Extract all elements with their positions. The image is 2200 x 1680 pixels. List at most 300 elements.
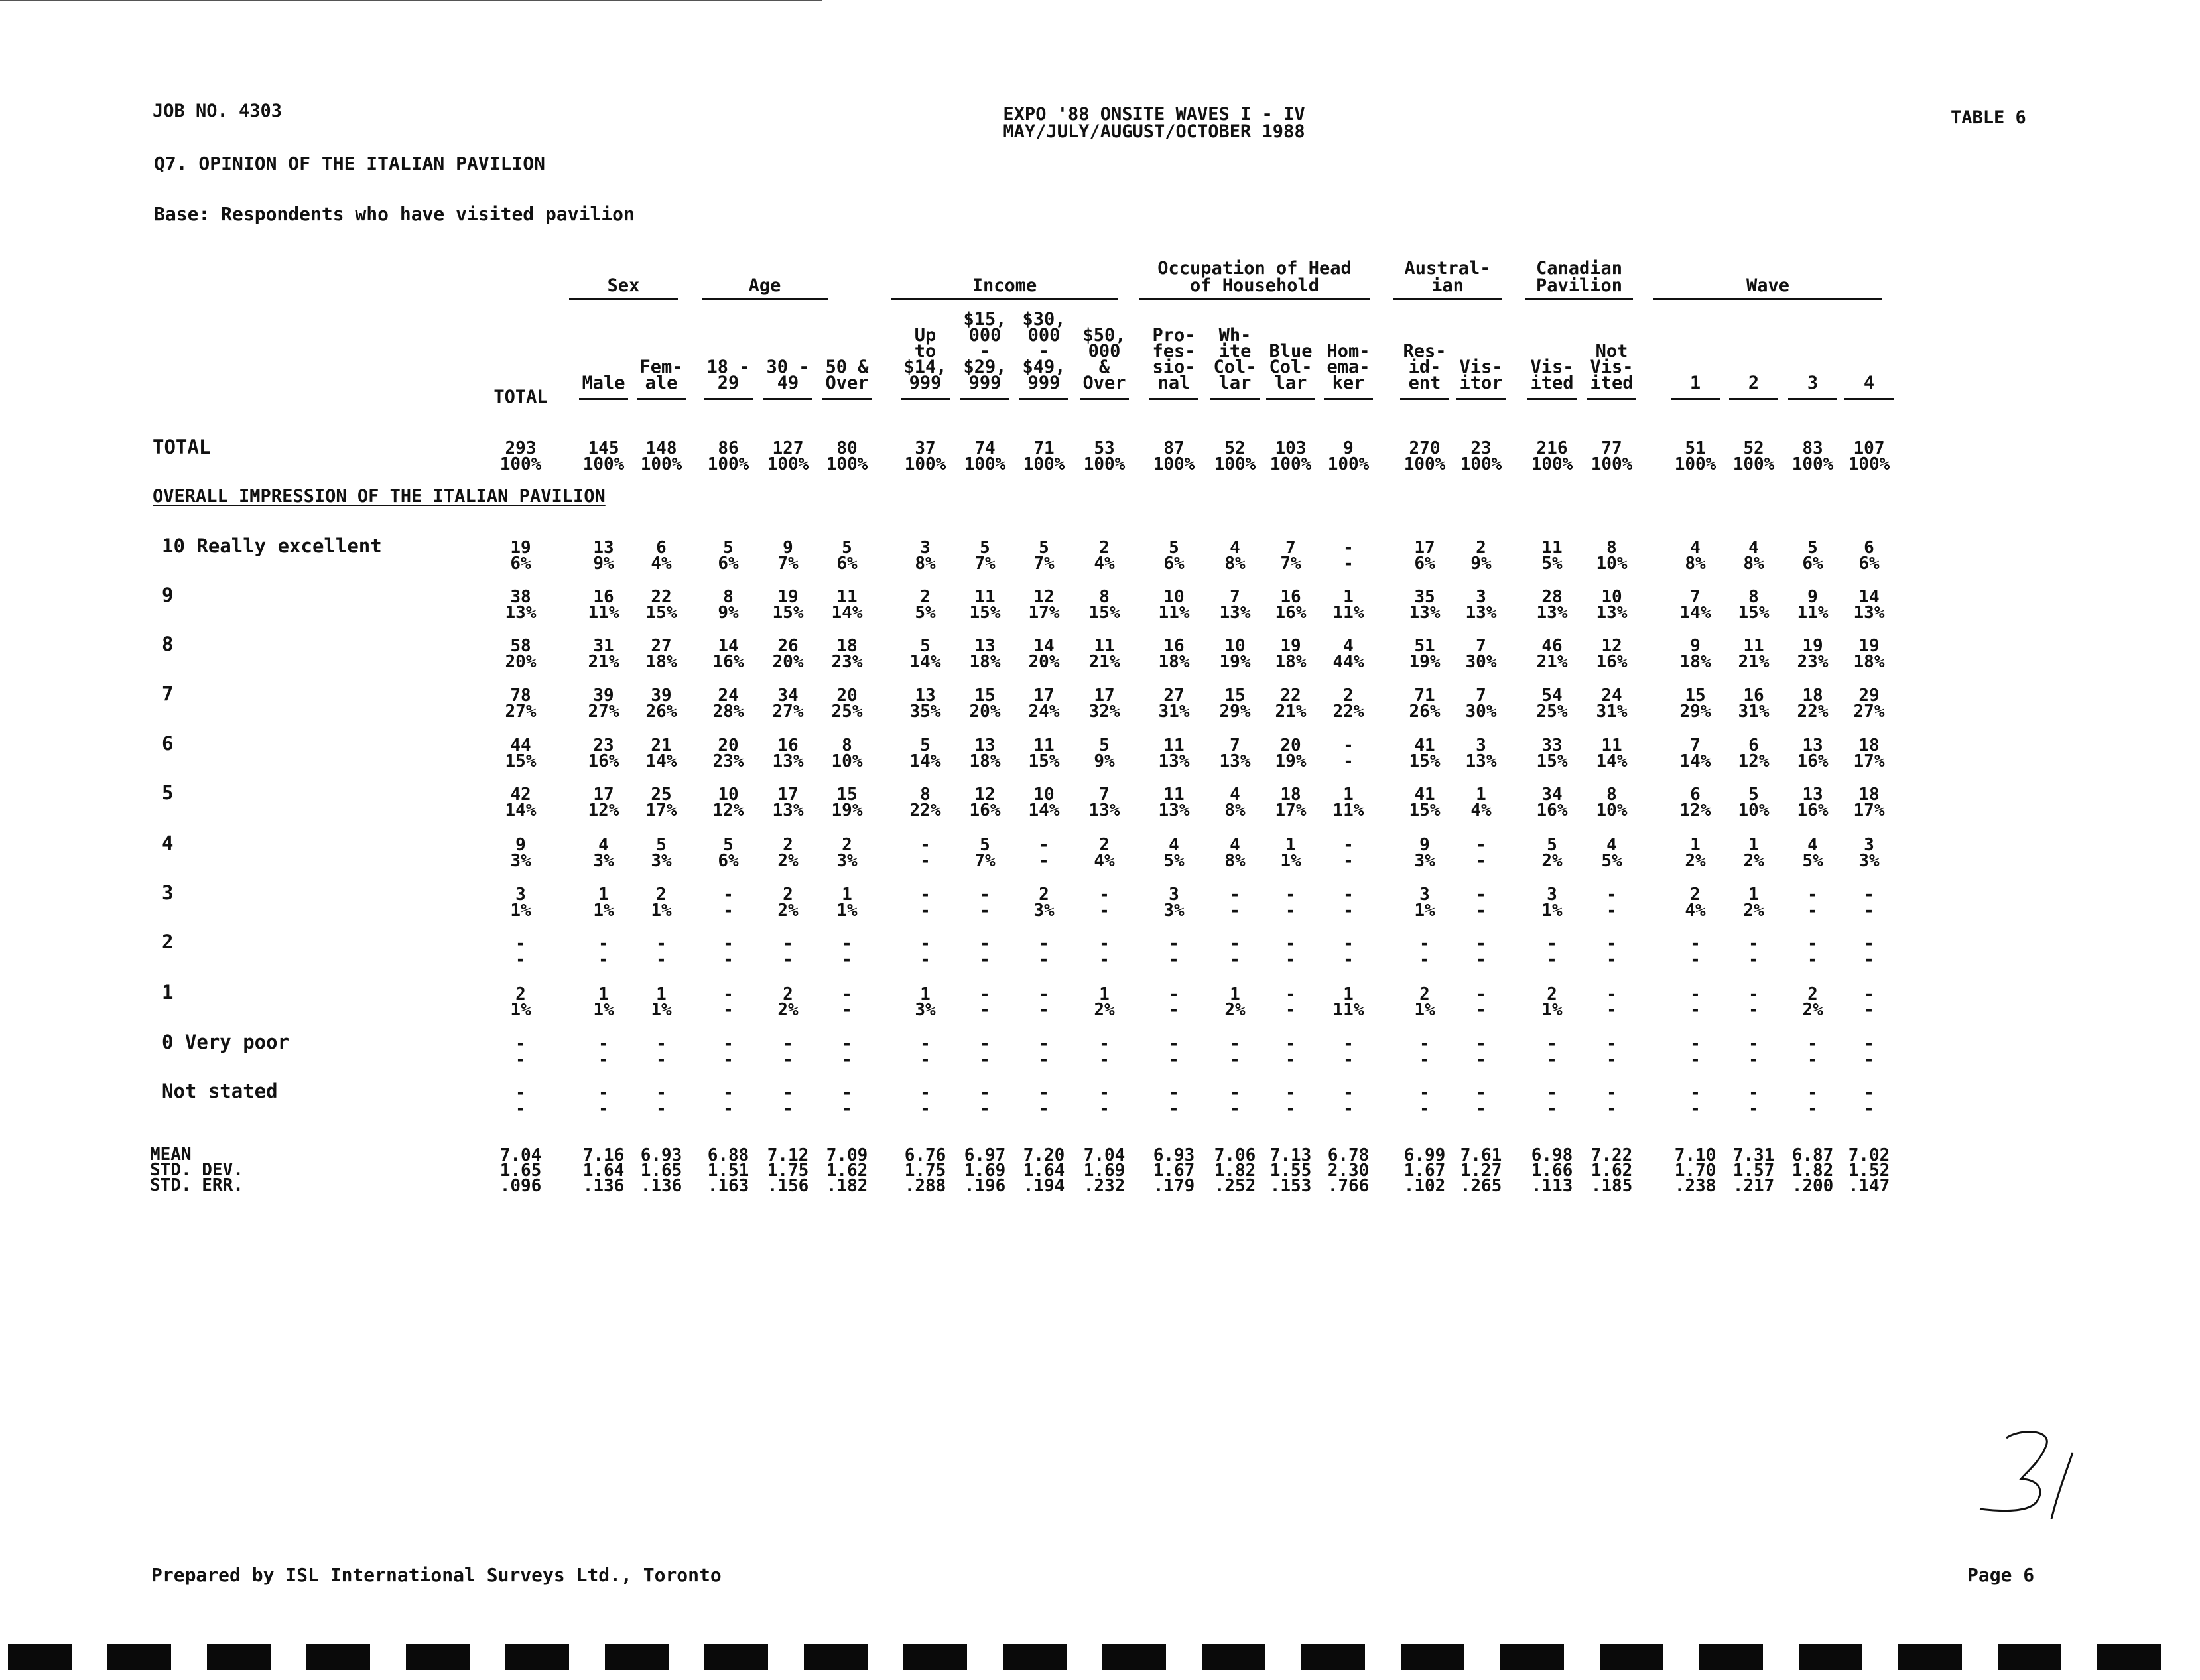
rating-count-cell: 13 [915, 686, 936, 706]
total-percent-cell: 100% [1153, 454, 1195, 474]
rating-percent-cell: 15% [645, 603, 677, 623]
scan-edge-bar [306, 1644, 370, 1670]
rating-percent-cell: - [1864, 1050, 1874, 1070]
statistic-value-cell: 1.27 [1460, 1161, 1502, 1181]
rating-row-label: 6 [162, 732, 174, 755]
rating-count-cell: 39 [593, 686, 614, 706]
rating-percent-cell: 8% [1685, 554, 1706, 574]
statistic-value-cell: 7.61 [1460, 1145, 1502, 1165]
rating-count-cell: 2 [1343, 686, 1354, 706]
statistic-value-cell: 1.82 [1214, 1161, 1256, 1181]
rating-count-cell: 10 [1224, 636, 1246, 656]
rating-percent-cell: 29% [1219, 702, 1251, 722]
rating-count-cell: 19 [1280, 636, 1301, 656]
rating-count-cell: 13 [593, 538, 614, 558]
job-number: JOB NO. 4303 [153, 101, 283, 121]
rating-percent-cell: 15% [505, 751, 537, 771]
rating-percent-cell: 27% [1853, 702, 1885, 722]
rating-percent-cell: - [783, 1050, 793, 1070]
rating-percent-cell: 2% [1224, 1000, 1246, 1020]
rating-percent-cell: - [1606, 1050, 1617, 1070]
rating-percent-cell: 3% [915, 1000, 936, 1020]
rating-row-label: 3 [162, 881, 174, 904]
rating-percent-cell: 14% [909, 751, 941, 771]
rating-count-cell: - [783, 1083, 793, 1103]
rating-count-cell: 8 [1606, 538, 1617, 558]
statistic-value-cell: 1.67 [1153, 1161, 1195, 1181]
rating-percent-cell: 13% [1536, 603, 1568, 623]
rating-count-cell: 5 [842, 538, 852, 558]
rating-count-cell: - [1476, 1034, 1486, 1054]
rating-count-cell: 1 [920, 984, 931, 1004]
rating-count-cell: - [656, 934, 667, 954]
statistic-value-cell: 6.98 [1531, 1145, 1573, 1165]
rating-percent-cell: - [842, 1050, 852, 1070]
rating-percent-cell: 21% [1088, 652, 1120, 672]
rating-percent-cell: 8% [1224, 554, 1246, 574]
statistic-value-cell: 1.62 [1590, 1161, 1633, 1181]
statistic-value-cell: 1.64 [1023, 1161, 1065, 1181]
rating-percent-cell: 27% [588, 702, 619, 722]
rating-count-cell: - [1169, 1083, 1179, 1103]
statistic-value-cell: .217 [1732, 1176, 1775, 1196]
column-header-rule [1671, 398, 1720, 400]
rating-percent-cell: 13% [1409, 603, 1441, 623]
rating-count-cell: 2 [1039, 885, 1049, 905]
rating-percent-cell: 7% [1280, 554, 1301, 574]
rating-count-cell: 2 [783, 885, 793, 905]
rating-count-cell: - [1099, 885, 1110, 905]
rating-count-cell: 18 [1802, 686, 1823, 706]
total-percent-cell: 100% [1023, 454, 1065, 474]
statistic-value-cell: 6.93 [1153, 1145, 1195, 1165]
statistics-labels: MEAN STD. DEV. STD. ERR. [150, 1145, 243, 1195]
rating-percent-cell: - [1864, 1000, 1874, 1020]
rating-count-cell: 3 [1476, 736, 1486, 755]
rating-row-label: 0 Very poor [162, 1031, 290, 1053]
rating-count-cell: 9 [1690, 636, 1701, 656]
rating-count-cell: 5 [980, 835, 990, 855]
rating-percent-cell: 7% [777, 554, 799, 574]
rating-percent-cell: 13% [1853, 603, 1885, 623]
statistic-value-cell: 7.04 [1083, 1145, 1126, 1165]
column-header: Blue Col- lar [1269, 341, 1313, 393]
rating-count-cell: 2 [1099, 835, 1110, 855]
rating-percent-cell: - [1099, 950, 1110, 970]
question-title: Q7. OPINION OF THE ITALIAN PAVILION [154, 153, 546, 174]
total-count-cell: 23 [1470, 438, 1492, 458]
rating-count-cell: - [1039, 1034, 1049, 1054]
rating-percent-cell: 9% [593, 554, 614, 574]
statistic-value-cell: 6.99 [1403, 1145, 1446, 1165]
scan-edge-bar [605, 1644, 669, 1670]
rating-percent-cell: - [1343, 1099, 1354, 1119]
rating-count-cell: 5 [1748, 785, 1759, 805]
rating-count-cell: - [1690, 1083, 1701, 1103]
rating-percent-cell: - [598, 950, 609, 970]
statistic-value-cell: .288 [904, 1176, 946, 1196]
rating-percent-cell: 2% [1743, 851, 1764, 871]
rating-percent-cell: 15% [1409, 751, 1441, 771]
column-group-title: Occupation of Head of Household [1157, 258, 1352, 296]
rating-count-cell: - [1690, 934, 1701, 954]
column-header: Up to $14, 999 [903, 325, 947, 393]
rating-percent-cell: - [1748, 1050, 1759, 1070]
rating-row-label: 10 Really excellent [162, 535, 382, 557]
rating-count-cell: 17 [593, 785, 614, 805]
rating-count-cell: - [1476, 1083, 1486, 1103]
rating-percent-cell: - [1807, 1099, 1818, 1119]
column-group-title: Income [972, 275, 1037, 296]
rating-count-cell: - [920, 885, 931, 905]
rating-percent-cell: - [1748, 950, 1759, 970]
statistic-value-cell: 1.65 [499, 1161, 542, 1181]
rating-percent-cell: 2% [1094, 1000, 1115, 1020]
statistic-value-cell: .238 [1674, 1176, 1716, 1196]
rating-percent-cell: 14% [909, 652, 941, 672]
rating-count-cell: - [1230, 1034, 1240, 1054]
rating-percent-cell: - [1169, 1099, 1179, 1119]
rating-count-cell: 1 [598, 984, 609, 1004]
rating-count-cell: 11 [1601, 736, 1622, 755]
rating-count-cell: 1 [1285, 835, 1296, 855]
rating-percent-cell: 15% [969, 603, 1001, 623]
rating-count-cell: - [1864, 934, 1874, 954]
rating-percent-cell: 16% [712, 652, 744, 672]
rating-percent-cell: 17% [1853, 801, 1885, 820]
rating-percent-cell: 23% [1797, 652, 1829, 672]
rating-percent-cell: - [1343, 851, 1354, 871]
rating-percent-cell: 1% [1414, 1000, 1435, 1020]
column-header: Res- id- ent [1403, 341, 1447, 393]
column-header: Hom- ema- ker [1326, 341, 1370, 393]
rating-percent-cell: 1% [651, 1000, 672, 1020]
column-header-rule [1400, 398, 1449, 400]
rating-count-cell: - [1343, 885, 1354, 905]
rating-percent-cell: 32% [1088, 702, 1120, 722]
rating-percent-cell: 18% [1853, 652, 1885, 672]
rating-percent-cell: 23% [712, 751, 744, 771]
statistic-value-cell: 7.20 [1023, 1145, 1065, 1165]
column-header: 50 & Over [825, 357, 869, 393]
rating-count-cell: - [1419, 934, 1430, 954]
total-count-cell: 52 [1743, 438, 1764, 458]
total-count-cell: 293 [505, 438, 537, 458]
rating-percent-cell: 5% [1802, 851, 1823, 871]
rating-percent-cell: 27% [505, 702, 537, 722]
scan-edge-bar [1799, 1644, 1862, 1670]
statistic-value-cell: .194 [1023, 1176, 1065, 1196]
rating-percent-cell: 15% [1409, 801, 1441, 820]
rating-percent-cell: - [1606, 950, 1617, 970]
rating-count-cell: 17 [1414, 538, 1435, 558]
rating-percent-cell: 14% [505, 801, 537, 820]
rating-count-cell: - [1039, 1083, 1049, 1103]
total-count-cell: 86 [718, 438, 739, 458]
report-title-line1: EXPO '88 ONSITE WAVES I - IV [1003, 104, 1305, 125]
total-count-cell: 9 [1343, 438, 1354, 458]
rating-count-cell: - [656, 1034, 667, 1054]
rating-percent-cell: 15% [1088, 603, 1120, 623]
handwritten-page-mark [1973, 1426, 2093, 1525]
rating-percent-cell: 3% [836, 851, 858, 871]
rating-percent-cell: - [1039, 1000, 1049, 1020]
rating-count-cell: - [1807, 1083, 1818, 1103]
rating-count-cell: - [1285, 1083, 1296, 1103]
rating-count-cell: 2 [783, 984, 793, 1004]
rating-percent-cell: 22% [909, 801, 941, 820]
rating-percent-cell: 6% [718, 851, 739, 871]
rating-percent-cell: 8% [1224, 851, 1246, 871]
total-percent-cell: 100% [767, 454, 809, 474]
rating-percent-cell: - [1285, 1000, 1296, 1020]
total-percent-cell: 100% [904, 454, 946, 474]
rating-percent-cell: - [723, 1099, 734, 1119]
rating-percent-cell: - [1230, 901, 1240, 921]
rating-percent-cell: 12% [712, 801, 744, 820]
rating-percent-cell: 4% [1094, 851, 1115, 871]
scan-edge-bar [1898, 1644, 1962, 1670]
rating-count-cell: - [1419, 1034, 1430, 1054]
rating-count-cell: 11 [974, 587, 996, 607]
rating-percent-cell: 19% [1219, 652, 1251, 672]
column-group-rule [1139, 298, 1370, 300]
rating-percent-cell: 5% [1601, 851, 1622, 871]
rating-count-cell: - [842, 934, 852, 954]
section-title: OVERALL IMPRESSION OF THE ITALIAN PAVILION [153, 486, 606, 507]
rating-count-cell: 1 [1690, 835, 1701, 855]
rating-count-cell: 2 [1690, 885, 1701, 905]
rating-percent-cell: 19% [831, 801, 863, 820]
total-count-cell: 52 [1224, 438, 1246, 458]
rating-count-cell: - [1864, 984, 1874, 1004]
statistic-value-cell: 1.51 [707, 1161, 749, 1181]
rating-count-cell: 10 [1033, 785, 1055, 805]
rating-count-cell: 4 [598, 835, 609, 855]
rating-count-cell: - [1285, 885, 1296, 905]
rating-percent-cell: 5% [1541, 554, 1563, 574]
rating-count-cell: 5 [1099, 736, 1110, 755]
rating-count-cell: 35 [1414, 587, 1435, 607]
rating-percent-cell: 29% [1679, 702, 1711, 722]
rating-count-cell: - [723, 984, 734, 1004]
rating-count-cell: - [515, 1034, 526, 1054]
rating-count-cell: - [1476, 984, 1486, 1004]
total-count-cell: 80 [836, 438, 858, 458]
rating-count-cell: - [656, 1083, 667, 1103]
statistic-value-cell: 1.64 [582, 1161, 625, 1181]
rating-count-cell: 58 [510, 636, 531, 656]
rating-count-cell: - [783, 934, 793, 954]
scan-edge-bar [704, 1644, 768, 1670]
statistic-value-cell: .196 [964, 1176, 1006, 1196]
rating-count-cell: 8 [1099, 587, 1110, 607]
rating-percent-cell: 12% [1679, 801, 1711, 820]
rating-count-cell: 42 [510, 785, 531, 805]
rating-percent-cell: 13% [772, 801, 804, 820]
rating-count-cell: 12 [1033, 587, 1055, 607]
rating-percent-cell: - [980, 1050, 990, 1070]
rating-percent-cell: 17% [1853, 751, 1885, 771]
rating-percent-cell: - [980, 1099, 990, 1119]
rating-count-cell: - [1099, 934, 1110, 954]
rating-count-cell: - [1039, 984, 1049, 1004]
rating-percent-cell: 30% [1465, 652, 1497, 672]
rating-percent-cell: - [723, 1000, 734, 1020]
column-header: Wh- ite Col- lar [1213, 325, 1257, 393]
rating-percent-cell: - [1476, 901, 1486, 921]
rating-percent-cell: - [656, 950, 667, 970]
rating-percent-cell: 13% [505, 603, 537, 623]
rating-percent-cell: 2% [1541, 851, 1563, 871]
rating-percent-cell: 6% [510, 554, 531, 574]
column-header: 4 [1863, 373, 1875, 393]
statistic-value-cell: 7.16 [582, 1145, 625, 1165]
rating-percent-cell: 9% [718, 603, 739, 623]
rating-percent-cell: 1% [1414, 901, 1435, 921]
rating-count-cell: 5 [1039, 538, 1049, 558]
rating-percent-cell: - [1690, 1099, 1701, 1119]
statistic-value-cell: 1.66 [1531, 1161, 1573, 1181]
rating-percent-cell: - [980, 1000, 990, 1020]
rating-count-cell: 4 [1807, 835, 1818, 855]
rating-count-cell: 11 [1163, 736, 1185, 755]
rating-percent-cell: 13% [772, 751, 804, 771]
rating-count-cell: 24 [718, 686, 739, 706]
total-count-cell: 103 [1275, 438, 1307, 458]
column-group-title: Canadian Pavilion [1535, 258, 1623, 296]
rating-count-cell: 7 [1476, 686, 1486, 706]
column-group-rule [1525, 298, 1633, 300]
statistic-value-cell: 6.78 [1327, 1145, 1370, 1165]
rating-count-cell: 13 [1802, 736, 1823, 755]
statistic-value-cell: 1.75 [767, 1161, 809, 1181]
rating-count-cell: 34 [777, 686, 799, 706]
rating-count-cell: - [1748, 1034, 1759, 1054]
column-header-rule [1527, 398, 1577, 400]
rating-count-cell: 14 [1858, 587, 1880, 607]
statistic-value-cell: .163 [707, 1176, 749, 1196]
rating-percent-cell: 21% [1738, 652, 1770, 672]
rating-count-cell: 1 [1343, 984, 1354, 1004]
rating-percent-cell: 15% [1738, 603, 1770, 623]
statistic-value-cell: 7.13 [1269, 1145, 1312, 1165]
statistic-value-cell: 1.69 [964, 1161, 1006, 1181]
rating-percent-cell: 14% [1596, 751, 1628, 771]
rating-percent-cell: - [1230, 950, 1240, 970]
column-header: $30, 000 - $49, 999 [1022, 309, 1066, 393]
rating-percent-cell: - [1169, 1000, 1179, 1020]
rating-count-cell: 18 [836, 636, 858, 656]
rating-count-cell: 4 [1169, 835, 1179, 855]
column-header: Fem- ale [639, 357, 683, 393]
rating-count-cell: 7 [1230, 736, 1240, 755]
rating-percent-cell: 11% [1332, 801, 1364, 820]
rating-count-cell: - [1343, 1083, 1354, 1103]
statistic-value-cell: 6.87 [1791, 1145, 1834, 1165]
rating-percent-cell: 18% [1679, 652, 1711, 672]
statistic-value-cell: 7.10 [1674, 1145, 1716, 1165]
rating-percent-cell: 35% [909, 702, 941, 722]
rating-percent-cell: 6% [1858, 554, 1880, 574]
rating-percent-cell: 25% [831, 702, 863, 722]
rating-count-cell: 1 [1099, 984, 1110, 1004]
statistic-value-cell: 1.70 [1674, 1161, 1716, 1181]
rating-count-cell: - [920, 934, 931, 954]
scan-edge-bar [207, 1644, 271, 1670]
rating-percent-cell: 13% [1465, 603, 1497, 623]
rating-percent-cell: 19% [1275, 751, 1307, 771]
statistic-value-cell: .265 [1460, 1176, 1502, 1196]
scan-edge-bar [1102, 1644, 1166, 1670]
rating-percent-cell: - [1230, 1050, 1240, 1070]
rating-count-cell: - [1343, 1034, 1354, 1054]
rating-percent-cell: - [1547, 1099, 1557, 1119]
rating-count-cell: 22 [651, 587, 672, 607]
rating-percent-cell: - [1343, 950, 1354, 970]
rating-percent-cell: - [1285, 950, 1296, 970]
scan-edge-bar [107, 1644, 171, 1670]
rating-percent-cell: 4% [1685, 901, 1706, 921]
rating-percent-cell: 3% [1858, 851, 1880, 871]
rating-percent-cell: - [920, 1099, 931, 1119]
statistic-value-cell: 6.97 [964, 1145, 1006, 1165]
rating-count-cell: 41 [1414, 785, 1435, 805]
rating-percent-cell: - [1476, 950, 1486, 970]
rating-count-cell: 19 [510, 538, 531, 558]
prepared-by: Prepared by ISL International Surveys Ltd., Toronto [151, 1564, 722, 1586]
rating-percent-cell: 7% [974, 851, 996, 871]
rating-count-cell: - [980, 885, 990, 905]
rating-count-cell: - [1099, 1083, 1110, 1103]
column-header-rule [637, 398, 686, 400]
rating-count-cell: 5 [1169, 538, 1179, 558]
rating-count-cell: 5 [920, 636, 931, 656]
rating-percent-cell: - [1547, 950, 1557, 970]
rating-count-cell: 19 [777, 587, 799, 607]
rating-percent-cell: - [1285, 1050, 1296, 1070]
rating-percent-cell: - [656, 1050, 667, 1070]
rating-percent-cell: - [980, 901, 990, 921]
rating-count-cell: - [1864, 1083, 1874, 1103]
rating-percent-cell: 2% [777, 901, 799, 921]
rating-percent-cell: 19% [1409, 652, 1441, 672]
total-count-cell: 216 [1536, 438, 1568, 458]
rating-count-cell: 6 [656, 538, 667, 558]
rating-percent-cell: 13% [1158, 751, 1190, 771]
rating-percent-cell: 17% [1275, 801, 1307, 820]
rating-percent-cell: 4% [1094, 554, 1115, 574]
rating-count-cell: 2 [656, 885, 667, 905]
rating-percent-cell: - [980, 950, 990, 970]
rating-percent-cell: 3% [651, 851, 672, 871]
rating-count-cell: - [598, 934, 609, 954]
rating-count-cell: 38 [510, 587, 531, 607]
rating-count-cell: 5 [920, 736, 931, 755]
statistic-value-cell: 7.22 [1590, 1145, 1633, 1165]
rating-count-cell: 1 [1748, 835, 1759, 855]
rating-percent-cell: 12% [588, 801, 619, 820]
rating-count-cell: 5 [1807, 538, 1818, 558]
scan-edge-bar [1301, 1644, 1365, 1670]
rating-count-cell: 9 [1419, 835, 1430, 855]
statistic-value-cell: 6.93 [640, 1145, 682, 1165]
total-percent-cell: 100% [1732, 454, 1775, 474]
rating-count-cell: - [515, 1083, 526, 1103]
total-percent-cell: 100% [1460, 454, 1502, 474]
column-group-title: Wave [1746, 275, 1790, 296]
rating-percent-cell: 3% [1414, 851, 1435, 871]
